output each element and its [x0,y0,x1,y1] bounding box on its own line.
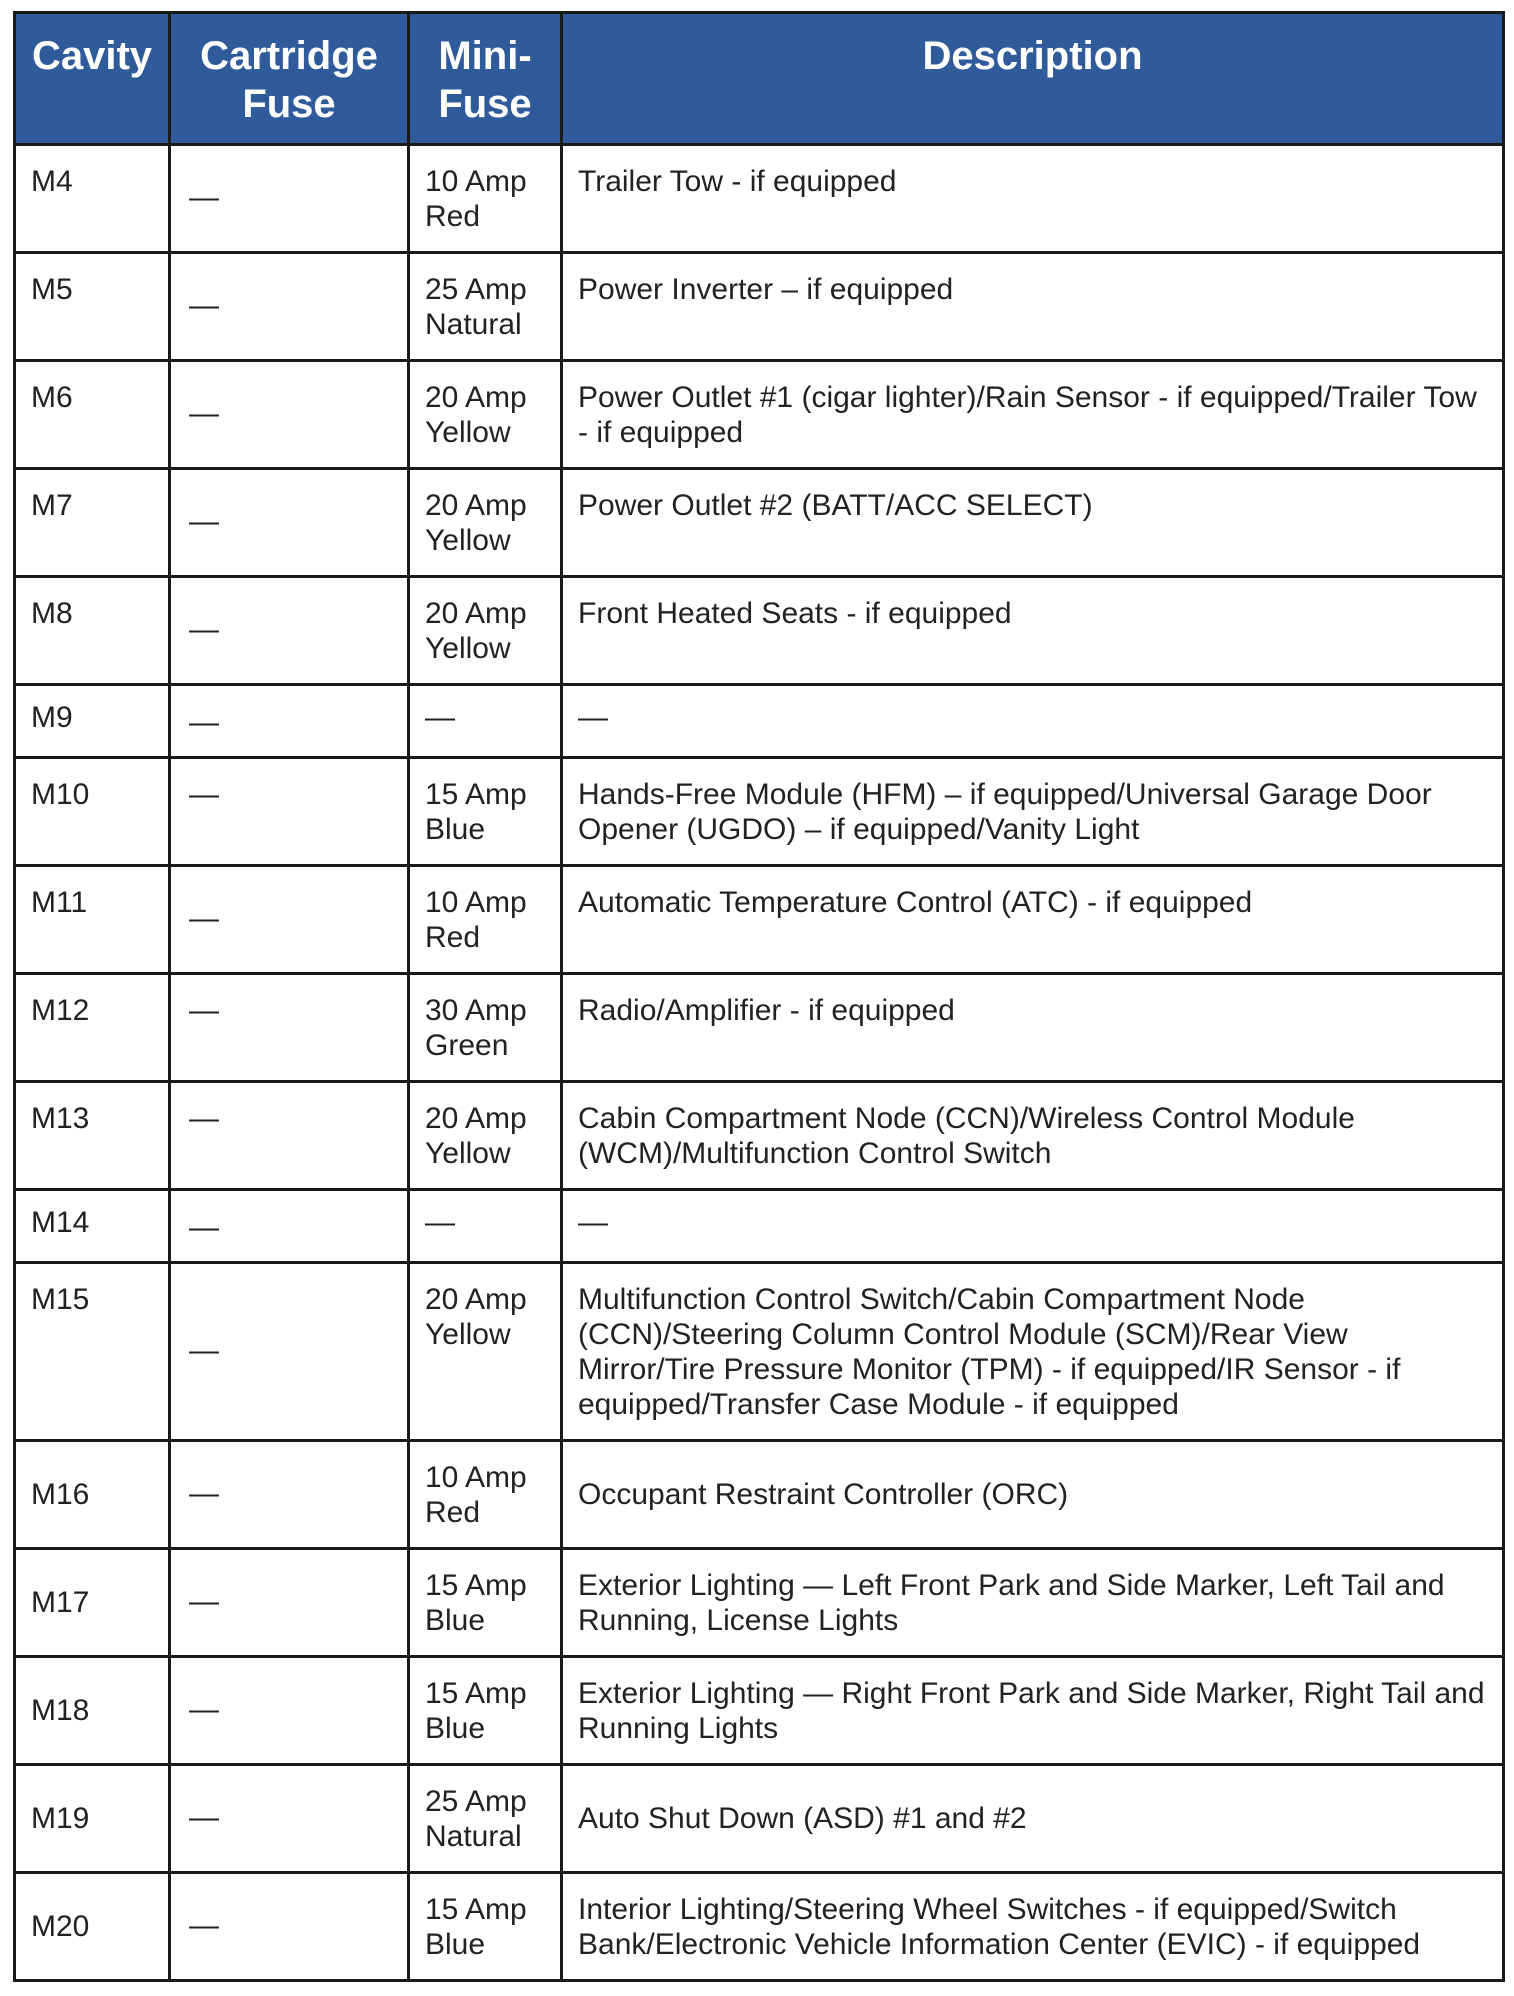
cell-cavity: M14 [15,1190,170,1263]
cell-cartridge: — [170,1549,409,1657]
table-row [15,1873,1504,1981]
cell-mini-fuse: 15 Amp Blue [409,758,562,866]
cell-description: Auto Shut Down (ASD) #1 and #2 [562,1765,1504,1873]
fuse-table [13,11,1505,1982]
header-row [15,13,1504,145]
cell-mini-fuse: 20 Amp Yellow [409,1263,562,1441]
header-mini-fuse: Mini-Fuse [409,13,562,145]
cell-cartridge: — [170,1441,409,1549]
cell-cavity: M12 [15,974,170,1082]
cell-cavity: M4 [15,145,170,253]
cell-mini-fuse: 10 Amp Red [409,1441,562,1549]
cell-description: — [562,1190,1504,1263]
table-row [15,1765,1504,1873]
table-row [15,1441,1504,1549]
table-row [15,1657,1504,1765]
table-row [15,253,1504,361]
cell-cartridge: — [170,253,409,361]
cell-cartridge: — [170,469,409,577]
table-row [15,577,1504,685]
cell-cartridge: — [170,758,409,866]
cell-cavity: M16 [15,1441,170,1549]
cell-mini-fuse: 30 Amp Green [409,974,562,1082]
cell-cartridge: — [170,1765,409,1873]
cell-mini-fuse: 15 Amp Blue [409,1549,562,1657]
cell-mini-fuse: 25 Amp Natural [409,1765,562,1873]
cell-mini-fuse: 15 Amp Blue [409,1873,562,1981]
cell-cavity: M17 [15,1549,170,1657]
cell-cavity: M19 [15,1765,170,1873]
cell-description: Hands-Free Module (HFM) – if equipped/Universal Garage Door Opener (UGDO) – if equipped/Vanity Light [562,758,1504,866]
cell-description: Power Outlet #2 (BATT/ACC SELECT) [562,469,1504,577]
cell-cartridge: — [170,145,409,253]
cell-description: — [562,685,1504,758]
cell-description: Cabin Compartment Node (CCN)/Wireless Control Module (WCM)/Multifunction Control Switch [562,1082,1504,1190]
cell-mini-fuse: 20 Amp Yellow [409,361,562,469]
header-description: Description [562,13,1504,145]
cell-cavity: M15 [15,1263,170,1441]
cell-cartridge: — [170,685,409,758]
table-row [15,866,1504,974]
cell-description: Interior Lighting/Steering Wheel Switches - if equipped/Switch Bank/Electronic Vehicle Information Center (EVIC) - if equipped [562,1873,1504,1981]
cell-description: Automatic Temperature Control (ATC) - if equipped [562,866,1504,974]
table-row [15,1190,1504,1263]
table-row [15,145,1504,253]
table-row [15,1549,1504,1657]
cell-description: Radio/Amplifier - if equipped [562,974,1504,1082]
cell-mini-fuse: 10 Amp Red [409,866,562,974]
cell-cartridge: — [170,1190,409,1263]
cell-description: Front Heated Seats - if equipped [562,577,1504,685]
table-row [15,974,1504,1082]
cell-mini-fuse: 20 Amp Yellow [409,577,562,685]
cell-cavity: M20 [15,1873,170,1981]
cell-cavity: M11 [15,866,170,974]
cell-description: Trailer Tow - if equipped [562,145,1504,253]
cell-cavity: M8 [15,577,170,685]
cell-cartridge: — [170,866,409,974]
table-row [15,1263,1504,1441]
table-row [15,469,1504,577]
table-row [15,361,1504,469]
cell-cavity: M7 [15,469,170,577]
table-row [15,685,1504,758]
cell-description: Power Outlet #1 (cigar lighter)/Rain Sensor - if equipped/Trailer Tow - if equipped [562,361,1504,469]
cell-mini-fuse: 20 Amp Yellow [409,1082,562,1190]
cell-cartridge: — [170,1263,409,1441]
cell-cartridge: — [170,1657,409,1765]
cell-cavity: M13 [15,1082,170,1190]
cell-cavity: M18 [15,1657,170,1765]
cell-mini-fuse: 10 Amp Red [409,145,562,253]
cell-cavity: M5 [15,253,170,361]
cell-mini-fuse: — [409,1190,562,1263]
cell-cartridge: — [170,1082,409,1190]
header-cartridge-fuse: Cartridge Fuse [170,13,409,145]
cell-cavity: M6 [15,361,170,469]
table-row [15,758,1504,866]
cell-cartridge: — [170,577,409,685]
cell-mini-fuse: — [409,685,562,758]
cell-description: Occupant Restraint Controller (ORC) [562,1441,1504,1549]
cell-cavity: M9 [15,685,170,758]
table-row [15,1082,1504,1190]
cell-cartridge: — [170,1873,409,1981]
cell-description: Exterior Lighting — Right Front Park and Side Marker, Right Tail and Running Lights [562,1657,1504,1765]
header-cavity: Cavity [15,13,170,145]
cell-mini-fuse: 20 Amp Yellow [409,469,562,577]
cell-mini-fuse: 15 Amp Blue [409,1657,562,1765]
cell-description: Multifunction Control Switch/Cabin Compartment Node (CCN)/Steering Column Control Module (SCM)/Rear View Mirror/Tire Pressure Monitor (TPM) - if equipped/IR Sensor - if equipped/Transfer Case Module - if equipped [562,1263,1504,1441]
cell-mini-fuse: 25 Amp Natural [409,253,562,361]
cell-cartridge: — [170,974,409,1082]
cell-cartridge: — [170,361,409,469]
cell-description: Power Inverter – if equipped [562,253,1504,361]
cell-description: Exterior Lighting — Left Front Park and Side Marker, Left Tail and Running, License Lights [562,1549,1504,1657]
cell-cavity: M10 [15,758,170,866]
